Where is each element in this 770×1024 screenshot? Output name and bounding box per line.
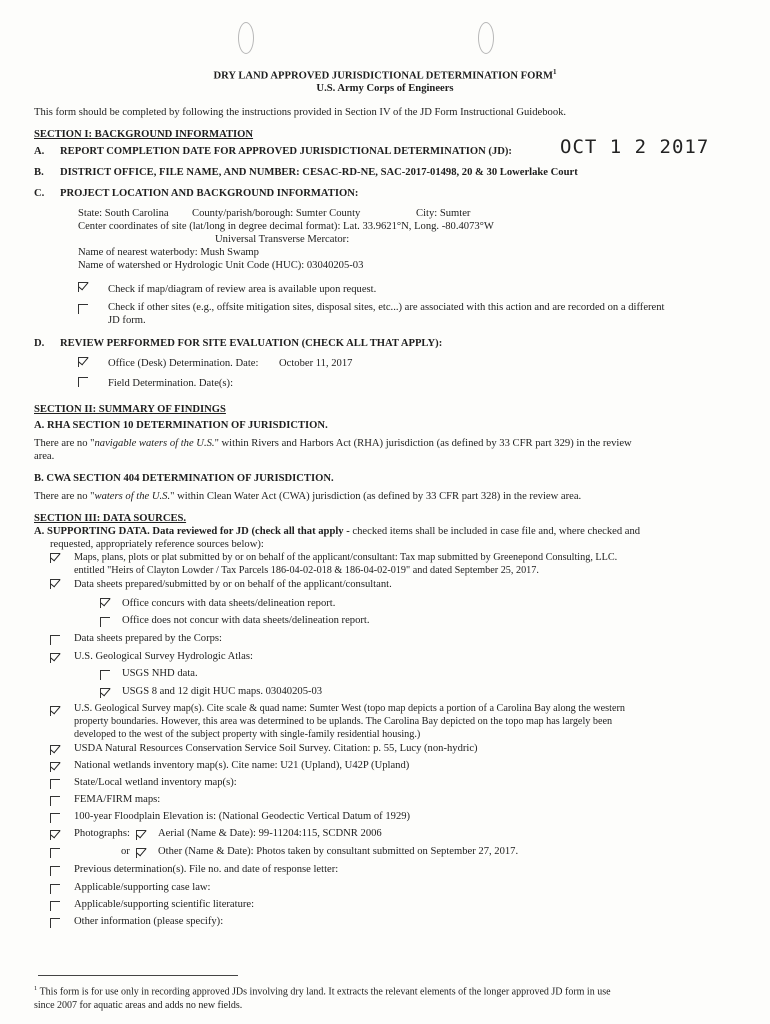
state-field: State: South Carolina (78, 208, 169, 219)
rha-text-cont: area. (34, 451, 55, 462)
other-sites-checkbox[interactable] (78, 304, 94, 318)
usgs-atlas-label: U.S. Geological Survey Hydrologic Atlas: (74, 651, 253, 662)
fema-checkbox[interactable] (50, 796, 66, 810)
usgs-map-checkbox[interactable] (50, 706, 66, 720)
form-subtitle: U.S. Army Corps of Engineers (316, 83, 454, 94)
usgs-nhd-label: USGS NHD data. (122, 668, 198, 679)
or-label: or (121, 846, 130, 857)
maps-plans-checkbox[interactable] (50, 553, 66, 567)
usgs-map-label-2: property boundaries. However, this area was determined to be uplands. The Carolina Bay depicted on the topo map has largely been (74, 716, 613, 727)
aerial-checkbox[interactable] (136, 830, 152, 844)
county-field: County/parish/borough: Sumter County (192, 208, 361, 219)
other-sites-label: Check if other sites (e.g., offsite mitigation sites, disposal sites, etc...) are associated with this action and are recorded on a different (108, 302, 665, 313)
aerial-label: Aerial (Name & Date): 99-11204:115, SCDNR 2006 (158, 828, 382, 839)
state-local-checkbox[interactable] (50, 779, 66, 793)
previous-determination-checkbox[interactable] (50, 866, 66, 880)
footnote-text-cont: since 2007 for aquatic areas and adds no new fields. (34, 1000, 243, 1011)
usda-soil-checkbox[interactable] (50, 745, 66, 759)
previous-determination-label: Previous determination(s). File no. and date of response letter: (74, 864, 339, 875)
office-determination-date: October 11, 2017 (279, 358, 353, 369)
cwa-heading: B. CWA SECTION 404 DETERMINATION OF JURISDICTION. (34, 473, 334, 484)
usgs-map-label-3: developed to the west of the subject property with single-family residential housing.) (74, 729, 421, 740)
office-not-concur-label: Office does not concur with data sheets/delineation report. (122, 615, 370, 626)
other-sites-label-cont: JD form. (108, 315, 146, 326)
city-field: City: Sumter (416, 208, 471, 219)
supporting-data-heading-cont: requested, appropriately reference sources below): (50, 539, 264, 550)
photographs-checkbox[interactable] (50, 830, 66, 844)
state-local-label: State/Local wetland inventory map(s): (74, 777, 237, 788)
punch-hole-left (238, 22, 254, 54)
office-determination-label: Office (Desk) Determination. Date: (108, 358, 259, 369)
footnote-text: $^1$ This form is for use only in recording approved JDs involving dry land. It extracts the relevant elements of the longer approved JD form in use (34, 985, 611, 998)
usgs-nhd-checkbox[interactable] (100, 670, 116, 684)
coordinates-field: Center coordinates of site (lat/long in degree decimal format): Lat. 33.9621°N, Long. -80.4073°W (78, 221, 494, 232)
other-photo-checkbox[interactable] (136, 848, 152, 862)
nwi-label: National wetlands inventory map(s). Cite name: U21 (Upland), U42P (Upland) (74, 760, 410, 771)
maps-plans-label: Maps, plans, plots or plat submitted by or on behalf of the applicant/consultant: Tax map submitted by Greenepond Consulting, LLC. (74, 552, 618, 563)
review-performed-heading: REVIEW PERFORMED FOR SITE EVALUATION (CHECK ALL THAT APPLY): (60, 338, 443, 349)
item-a-letter: A. (34, 146, 45, 157)
watershed-field: Name of watershed or Hydrologic Unit Code (HUC): 03040205-03 (78, 260, 364, 271)
office-not-concur-checkbox[interactable] (100, 617, 116, 631)
item-b-letter: B. (34, 167, 44, 178)
usgs-map-label: U.S. Geological Survey map(s). Cite scale & quad name: Sumter West (topo map depicts a portion of a Carolina Bay along the western (74, 703, 625, 714)
cwa-text: There are no "waters of the U.S." within Clean Water Act (CWA) jurisdiction (as defined by 33 CFR part 328) in the review area. (34, 491, 582, 502)
report-date-label: REPORT COMPLETION DATE FOR APPROVED JURISDICTIONAL DETERMINATION (JD): (60, 146, 512, 157)
photographs-label: Photographs: (74, 828, 130, 839)
item-d-letter: D. (34, 338, 45, 349)
form-title: DRY LAND APPROVED JURISDICTIONAL DETERMINATION FORM$^1$ (213, 68, 557, 82)
office-concurs-label: Office concurs with data sheets/delineation report. (122, 598, 336, 609)
usgs-huc-checkbox[interactable] (100, 688, 116, 702)
supporting-data-heading: A. SUPPORTING DATA. Data reviewed for JD (check all that apply - checked items shall be included in case file and, where checked and (34, 526, 641, 537)
usda-soil-label: USDA Natural Resources Conservation Service Soil Survey. Citation: p. 55, Lucy (non-hydric) (74, 743, 478, 754)
field-determination-label: Field Determination. Date(s): (108, 378, 234, 389)
district-office-line: DISTRICT OFFICE, FILE NAME, AND NUMBER: CESAC-RD-NE, SAC-2017-01498, 20 & 30 Lowerlake Court (60, 167, 578, 178)
utm-field: Universal Transverse Mercator: (215, 234, 350, 245)
date-stamp: OCT 1 2 2017 (560, 136, 710, 158)
maps-plans-label-cont: entitled "Heirs of Clayton Lowder / Tax Parcels 186-04-02-018 & 186-04-02-019" and dated September 25, 2017. (74, 565, 539, 576)
footnote-divider (38, 975, 238, 976)
data-sheets-applicant-checkbox[interactable] (50, 579, 66, 593)
other-information-checkbox[interactable] (50, 918, 66, 932)
item-c-letter: C. (34, 188, 45, 199)
section-2-heading: SECTION II: SUMMARY OF FINDINGS (34, 404, 226, 415)
rha-heading: A. RHA SECTION 10 DETERMINATION OF JURISDICTION. (34, 420, 328, 431)
map-available-checkbox[interactable] (78, 282, 94, 296)
office-determination-checkbox[interactable] (78, 357, 94, 371)
office-concurs-checkbox[interactable] (100, 598, 116, 612)
punch-hole-right (478, 22, 494, 54)
intro-text: This form should be completed by following the instructions provided in Section IV of the JD Form Instructional Guidebook. (34, 107, 567, 118)
photo-other-empty-checkbox[interactable] (50, 848, 66, 862)
scientific-literature-label: Applicable/supporting scientific literature: (74, 899, 255, 910)
corps-data-sheets-checkbox[interactable] (50, 635, 66, 649)
other-information-label: Other information (please specify): (74, 916, 224, 927)
rha-text: There are no "navigable waters of the U.S." within Rivers and Harbors Act (RHA) jurisdiction (as defined by 33 CFR part 329) in the review (34, 438, 632, 449)
section-1-heading: SECTION I: BACKGROUND INFORMATION (34, 129, 254, 140)
field-determination-checkbox[interactable] (78, 377, 94, 391)
usgs-huc-label: USGS 8 and 12 digit HUC maps. 03040205-03 (122, 686, 323, 697)
nwi-checkbox[interactable] (50, 762, 66, 776)
floodplain-checkbox[interactable] (50, 813, 66, 827)
map-available-label: Check if map/diagram of review area is available upon request. (108, 284, 377, 295)
usgs-atlas-checkbox[interactable] (50, 653, 66, 667)
project-location-heading: PROJECT LOCATION AND BACKGROUND INFORMATION: (60, 188, 359, 199)
fema-label: FEMA/FIRM maps: (74, 794, 161, 805)
other-photo-label: Other (Name & Date): Photos taken by consultant submitted on September 27, 2017. (158, 846, 519, 857)
corps-data-sheets-label: Data sheets prepared by the Corps: (74, 633, 222, 644)
case-law-checkbox[interactable] (50, 884, 66, 898)
scientific-literature-checkbox[interactable] (50, 901, 66, 915)
waterbody-field: Name of nearest waterbody: Mush Swamp (78, 247, 259, 258)
data-sheets-applicant-label: Data sheets prepared/submitted by or on behalf of the applicant/consultant. (74, 579, 392, 590)
floodplain-label: 100-year Floodplain Elevation is: (National Geodectic Vertical Datum of 1929) (74, 811, 411, 822)
case-law-label: Applicable/supporting case law: (74, 882, 211, 893)
section-3-heading: SECTION III: DATA SOURCES. (34, 513, 187, 524)
